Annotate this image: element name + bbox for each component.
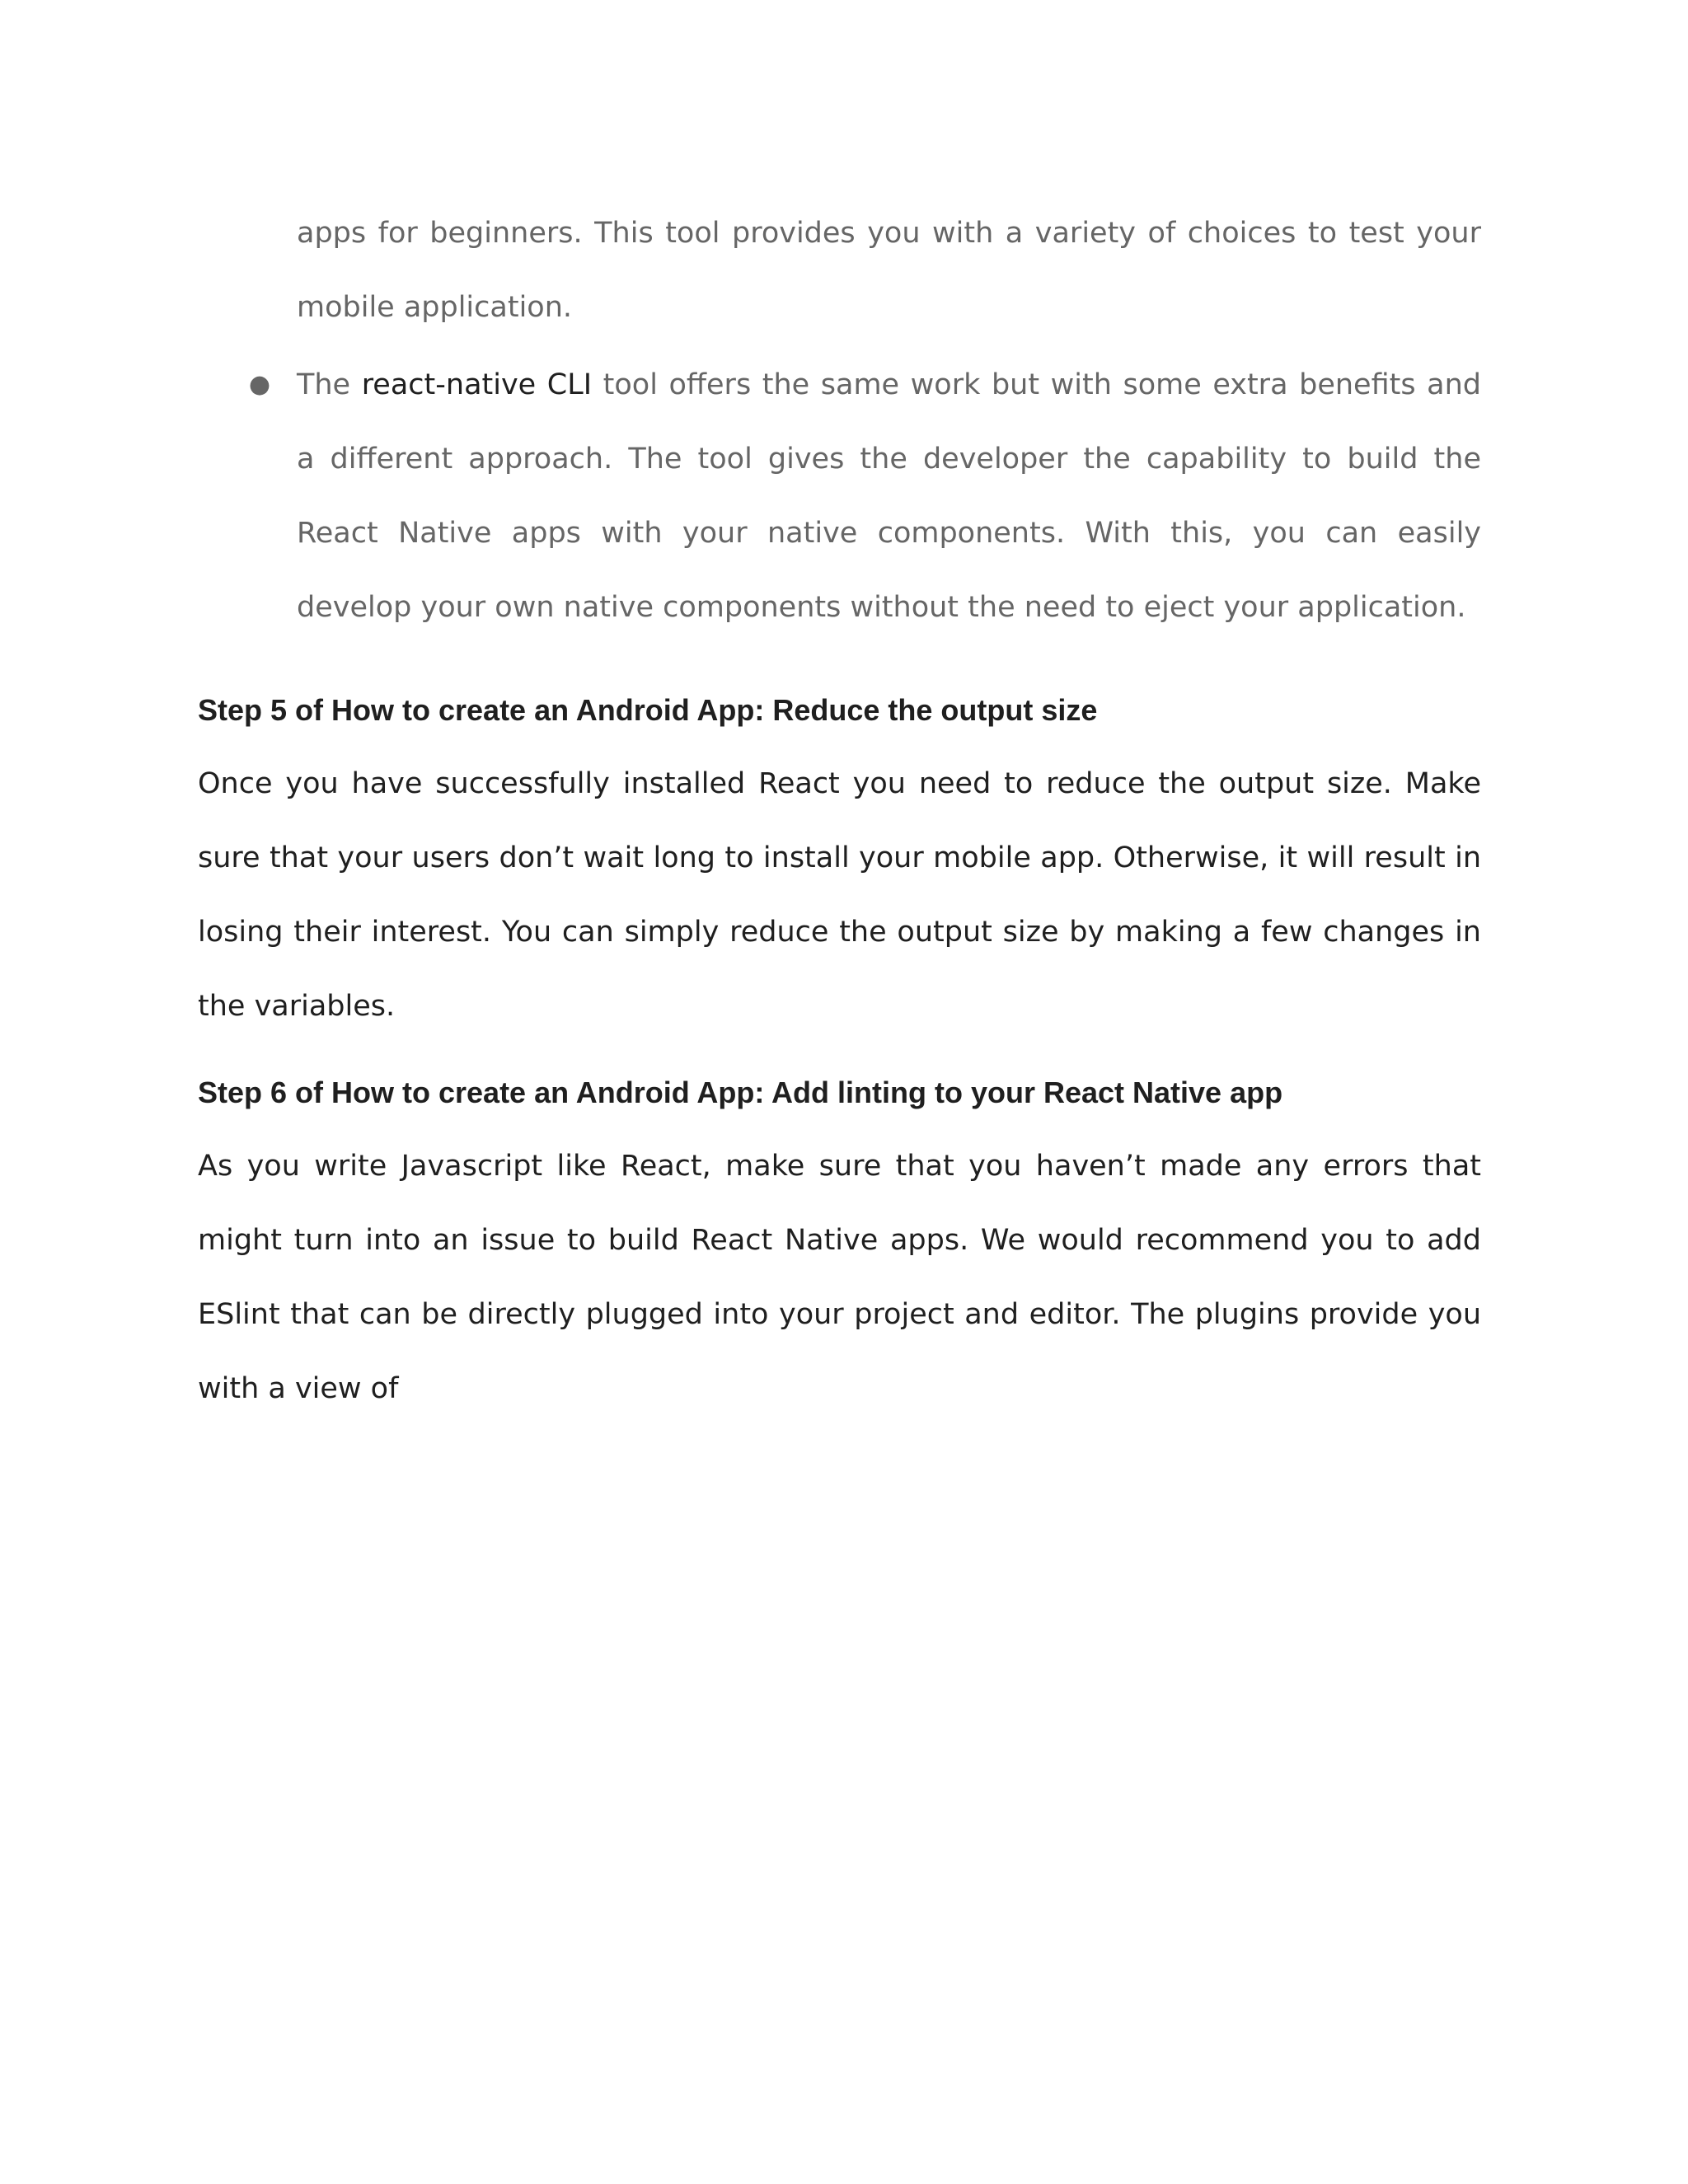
document-content — [198, 196, 1481, 1426]
step-6-heading: Step 6 of How to create an Android App: Add linting to your React Native app — [198, 1076, 1283, 1109]
step-6-paragraph: As you write Javascript like React, make sure that you haven’t made any errors that might turn into an issue to build React Native apps. We would recommend you to add ESlint that can be directly plugged into your project and editor. The plugins provide you with a view of — [198, 1150, 1481, 1405]
bullet-item-rest: tool offers the same work but with some extra benefits and a different approach. The tool gives the developer the capability to build the React Native apps with your native components. With this, you can easily develop your own native components without the need to eject your application. — [297, 368, 1481, 624]
step-5-paragraph: Once you have successfully installed React you need to reduce the output size. Make sure that your users don’t wait long to install your mobile app. Otherwise, it will result in losing their interest. You can simply reduce the output size by making a few changes in the variables. — [198, 767, 1481, 1023]
bullet-list — [198, 196, 1481, 644]
bullet-item-text — [297, 348, 1481, 644]
bullet-continued-text: apps for beginners. This tool provides you with a variety of choices to test your mobile application. — [297, 217, 1481, 324]
bullet-item-highlight: react-native CLI — [361, 368, 593, 401]
bullet-item-lead: The — [297, 368, 362, 401]
bullet-icon: ● — [248, 370, 271, 399]
step-5-heading: Step 5 of How to create an Android App: Reduce the output size — [198, 693, 1098, 727]
bullet-item-react-native-cli — [248, 348, 1481, 644]
